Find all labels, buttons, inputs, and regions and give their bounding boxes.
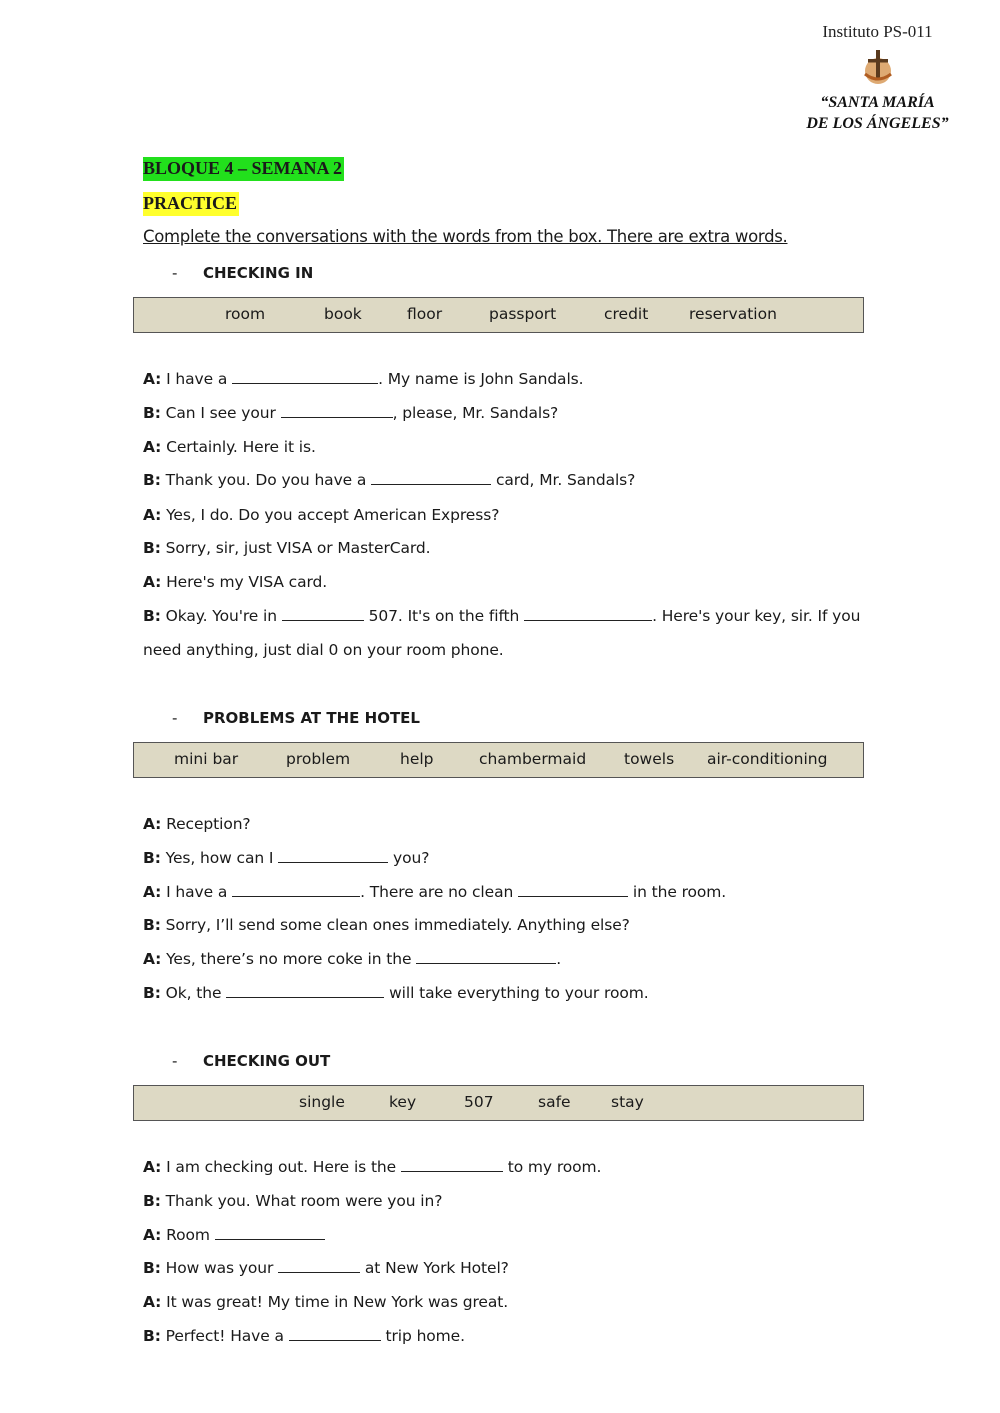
word-box-checking-in bbox=[133, 297, 864, 333]
bullet-dash: - bbox=[172, 709, 178, 727]
speaker: A: bbox=[143, 883, 162, 901]
dialogue-line: B: Ok, the will take everything to your room. bbox=[143, 984, 649, 1002]
speaker: B: bbox=[143, 916, 161, 934]
answer-blank[interactable] bbox=[226, 984, 384, 998]
answer-blank[interactable] bbox=[282, 607, 364, 621]
answer-blank[interactable] bbox=[524, 607, 652, 621]
instructions: Complete the conversations with the words from the box. There are extra words. bbox=[143, 227, 788, 246]
word-book: book bbox=[324, 305, 362, 323]
dialogue-line: A: Here's my VISA card. bbox=[143, 573, 328, 591]
dialogue-line: A: Room bbox=[143, 1226, 325, 1244]
dialogue-line: A: I am checking out. Here is the to my room. bbox=[143, 1158, 602, 1176]
speaker: B: bbox=[143, 984, 161, 1002]
word-problem: problem bbox=[286, 750, 351, 768]
word-credit: credit bbox=[604, 305, 649, 323]
speaker: B: bbox=[143, 849, 161, 867]
speaker: B: bbox=[143, 539, 161, 557]
heading-text: CHECKING IN bbox=[203, 264, 314, 282]
word-passport: passport bbox=[489, 305, 557, 323]
word-help: help bbox=[400, 750, 434, 768]
franciscan-emblem-icon bbox=[853, 44, 903, 88]
word-chambermaid: chambermaid bbox=[479, 750, 587, 768]
word-floor: floor bbox=[407, 305, 443, 323]
dialogue-line: B: Sorry, I’ll send some clean ones immediately. Anything else? bbox=[143, 916, 630, 934]
speaker: A: bbox=[143, 815, 162, 833]
dialogue-line: A: Certainly. Here it is. bbox=[143, 438, 316, 456]
answer-blank[interactable] bbox=[518, 883, 628, 897]
motto-line-1: “SANTA MARÍA bbox=[820, 94, 935, 111]
speaker: A: bbox=[143, 573, 162, 591]
answer-blank[interactable] bbox=[416, 950, 556, 964]
speaker: B: bbox=[143, 1192, 161, 1210]
speaker: B: bbox=[143, 404, 161, 422]
word-key: key bbox=[389, 1093, 417, 1111]
motto-line-2: DE LOS ÁNGELES” bbox=[806, 115, 949, 132]
word-mini-bar: mini bar bbox=[174, 750, 239, 768]
answer-blank[interactable] bbox=[278, 1259, 360, 1273]
block-title: BLOQUE 4 – SEMANA 2 bbox=[143, 157, 344, 181]
speaker: A: bbox=[143, 438, 162, 456]
dialogue-line: B: Can I see your , please, Mr. Sandals? bbox=[143, 404, 559, 422]
speaker: A: bbox=[143, 1293, 162, 1311]
school-name: Instituto PS-011 bbox=[822, 22, 933, 41]
school-header bbox=[790, 22, 965, 134]
word-507: 507 bbox=[464, 1093, 494, 1111]
word-room: room bbox=[225, 305, 266, 323]
speaker: A: bbox=[143, 1226, 162, 1244]
word-reservation: reservation bbox=[689, 305, 777, 323]
speaker: B: bbox=[143, 1327, 161, 1345]
dialogue-line: B: Okay. You're in 507. It's on the fifth . Here's your key, sir. If you bbox=[143, 607, 861, 625]
answer-blank[interactable] bbox=[232, 370, 378, 384]
answer-blank[interactable] bbox=[401, 1158, 503, 1172]
section-heading-checking-out bbox=[172, 1052, 330, 1070]
answer-blank[interactable] bbox=[232, 883, 360, 897]
dialogue-line: A: I have a . There are no clean in the room. bbox=[143, 883, 727, 901]
dialogue-line: A: I have a . My name is John Sandals. bbox=[143, 370, 584, 388]
speaker: A: bbox=[143, 370, 162, 388]
dialogue-line: A: Reception? bbox=[143, 815, 251, 833]
speaker: B: bbox=[143, 1259, 161, 1277]
heading-text: PROBLEMS AT THE HOTEL bbox=[203, 709, 420, 727]
dialogue-line: A: It was great! My time in New York was great. bbox=[143, 1293, 509, 1311]
answer-blank[interactable] bbox=[281, 404, 393, 418]
answer-blank[interactable] bbox=[278, 849, 388, 863]
dialogue-line: need anything, just dial 0 on your room phone. bbox=[143, 641, 504, 659]
section-heading-problems bbox=[172, 709, 420, 727]
answer-blank[interactable] bbox=[215, 1226, 325, 1240]
word-safe: safe bbox=[538, 1093, 571, 1111]
speaker: B: bbox=[143, 607, 161, 625]
dialogue-line: B: Yes, how can I you? bbox=[143, 849, 430, 867]
word-air-conditioning: air-conditioning bbox=[707, 750, 828, 768]
heading-text: CHECKING OUT bbox=[203, 1052, 331, 1070]
dialogue-line: A: Yes, there’s no more coke in the . bbox=[143, 950, 562, 968]
dialogue-line: B: Thank you. What room were you in? bbox=[143, 1192, 443, 1210]
section-heading-checking-in bbox=[172, 264, 313, 282]
dialogue-line: B: Perfect! Have a trip home. bbox=[143, 1327, 465, 1345]
speaker: A: bbox=[143, 950, 162, 968]
bullet-dash: - bbox=[172, 1052, 178, 1070]
bullet-dash: - bbox=[172, 264, 178, 282]
word-single: single bbox=[299, 1093, 345, 1111]
dialogue-line: B: How was your at New York Hotel? bbox=[143, 1259, 509, 1277]
speaker: B: bbox=[143, 471, 161, 489]
speaker: A: bbox=[143, 1158, 162, 1176]
word-box-checking-out bbox=[133, 1085, 864, 1121]
dialogue-line: B: Thank you. Do you have a card, Mr. Sandals? bbox=[143, 471, 636, 489]
answer-blank[interactable] bbox=[289, 1327, 381, 1341]
dialogue-line: B: Sorry, sir, just VISA or MasterCard. bbox=[143, 539, 431, 557]
speaker: A: bbox=[143, 506, 162, 524]
word-box-problems bbox=[133, 742, 864, 778]
word-towels: towels bbox=[624, 750, 675, 768]
answer-blank[interactable] bbox=[371, 471, 491, 485]
practice-title: PRACTICE bbox=[143, 192, 239, 216]
word-stay: stay bbox=[611, 1093, 644, 1111]
dialogue-line: A: Yes, I do. Do you accept American Express? bbox=[143, 506, 500, 524]
